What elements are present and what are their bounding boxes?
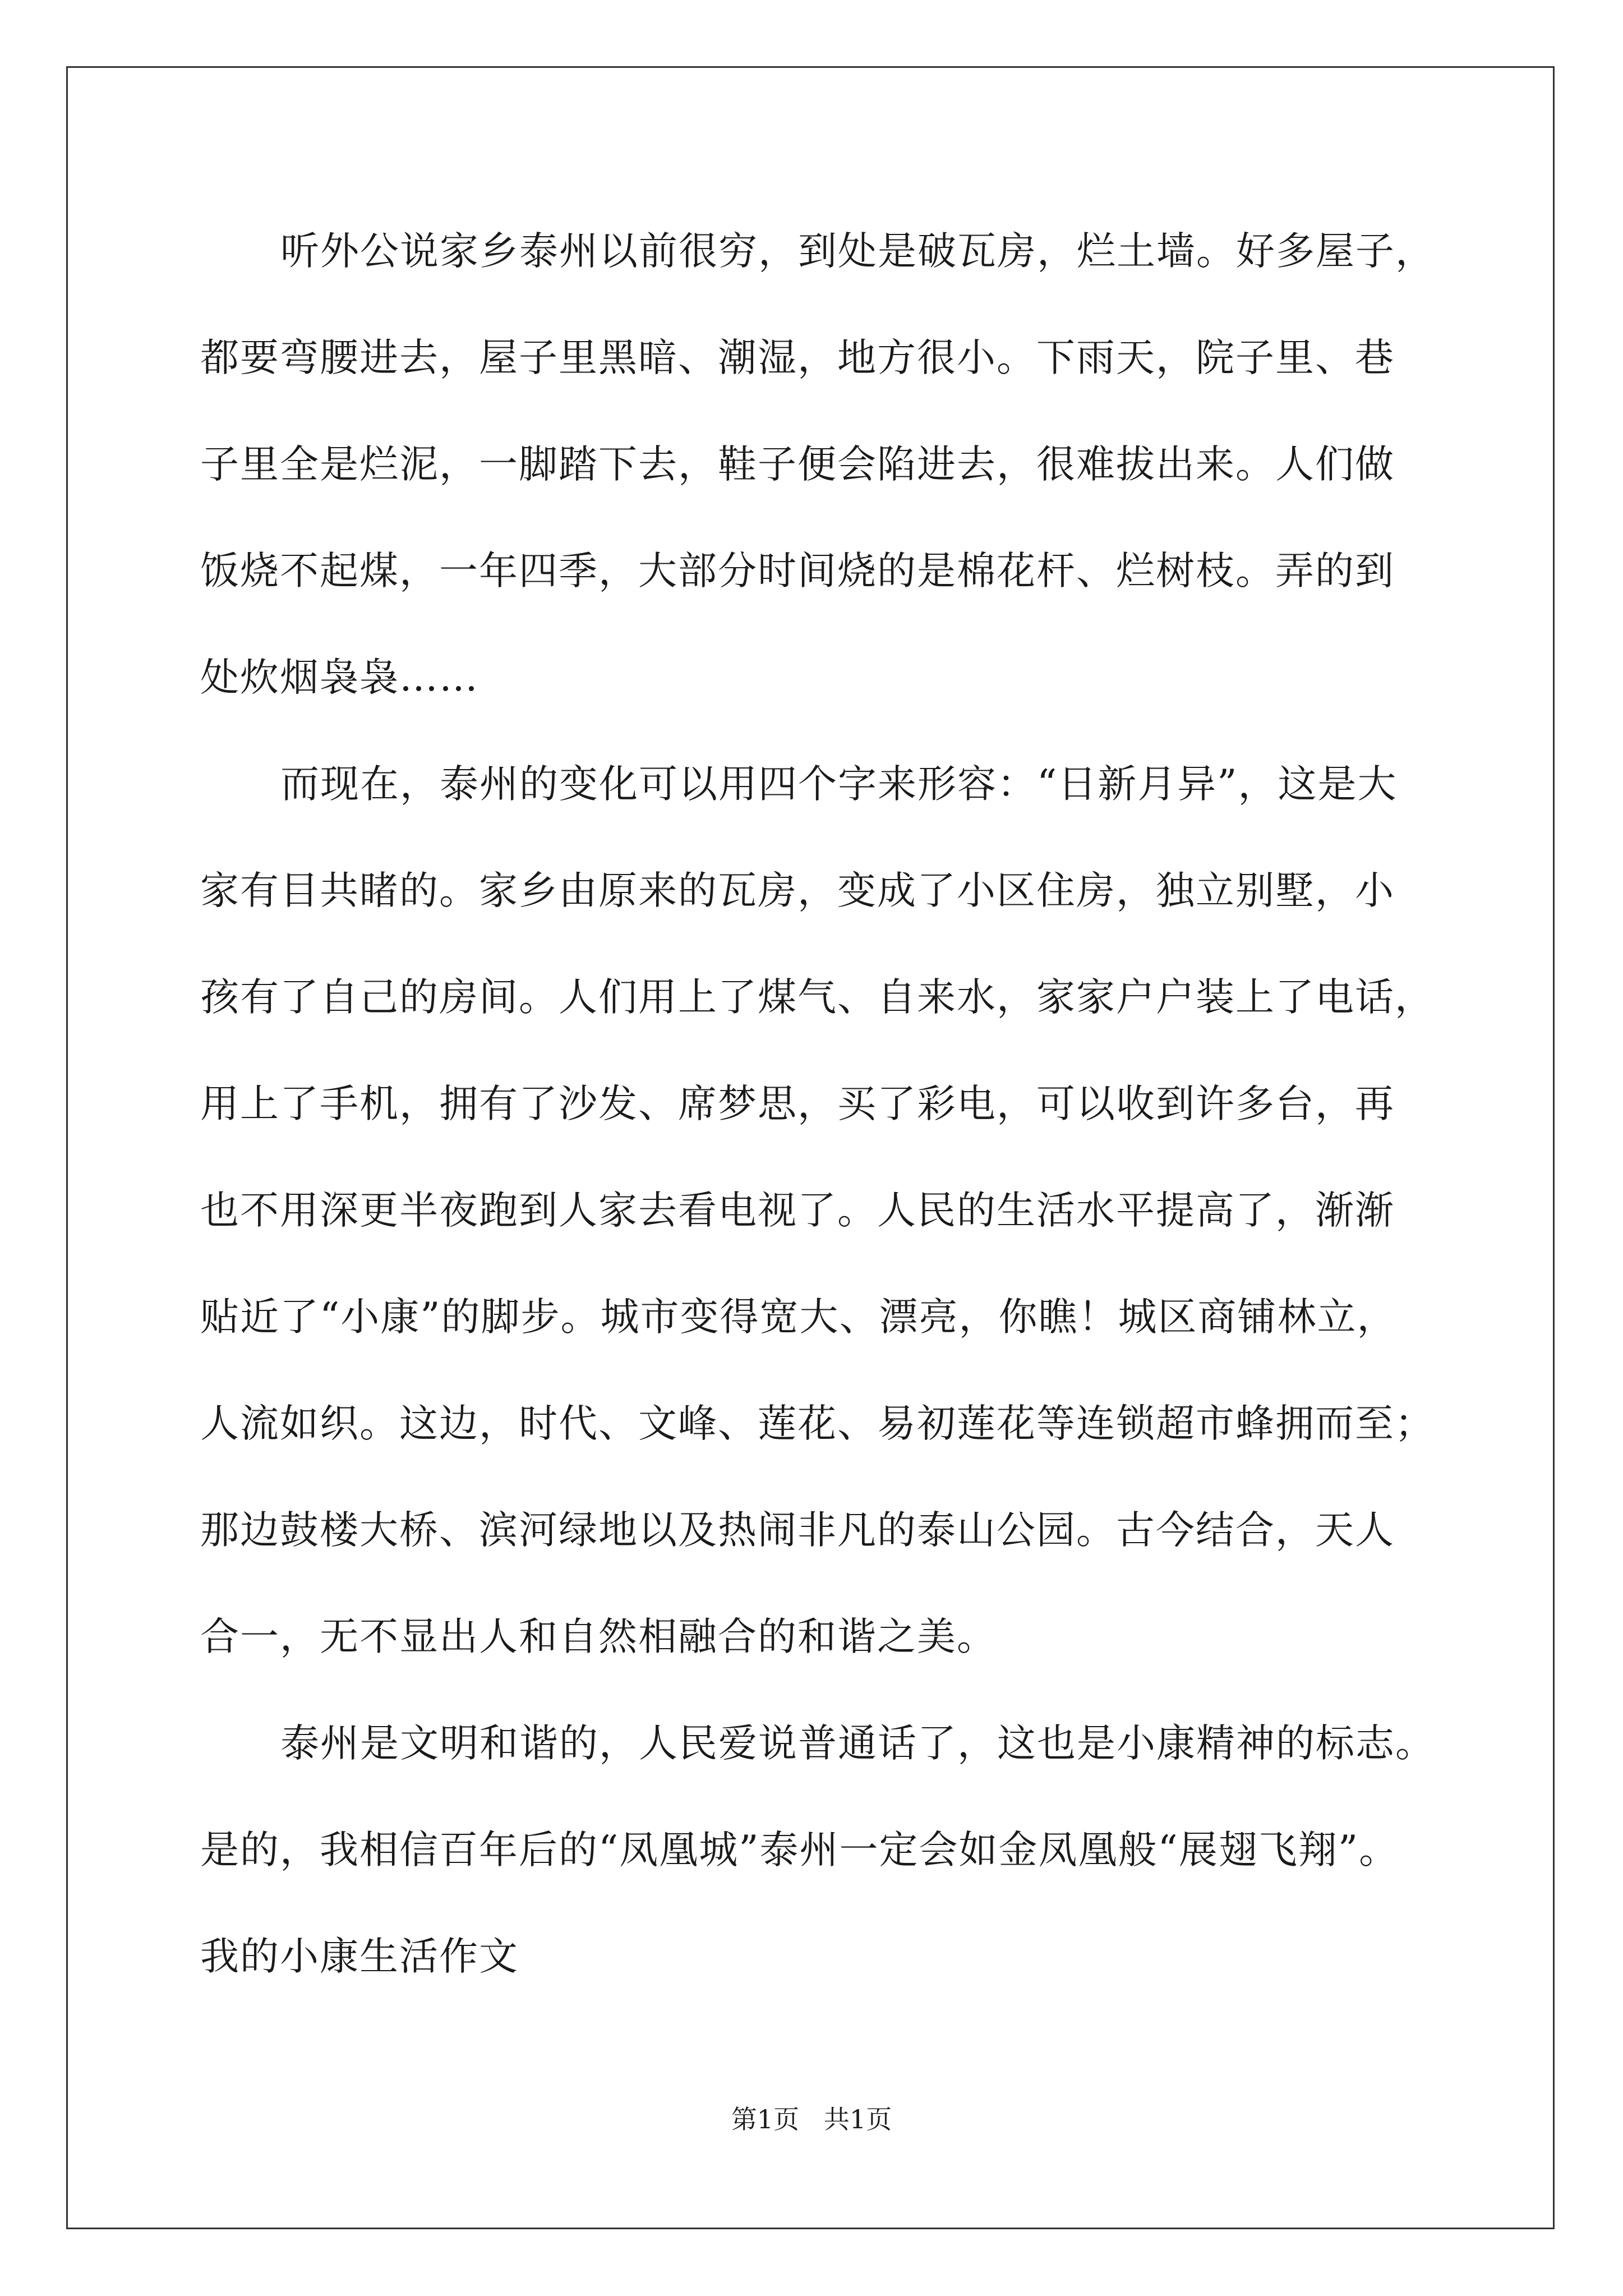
text-line: 用上了手机，拥有了沙发、席梦思，买了彩电，可以收到许多台，再 bbox=[200, 1082, 1395, 1126]
text-line: 而现在，泰州的变化可以用四个字来形容：“日新月异”，这是大 bbox=[280, 762, 1398, 807]
text-line: 泰州是文明和谐的，人民爱说普通话了，这也是小康精神的标志。 bbox=[280, 1721, 1435, 1766]
text-line: 合一，无不显出人和自然相融合的和谐之美。 bbox=[200, 1614, 997, 1659]
text-line: 贴近了“小康”的脚步。城市变得宽大、漂亮，你瞧！城区商铺林立， bbox=[200, 1295, 1397, 1340]
text-line: 处炊烟袅袅…… bbox=[200, 655, 479, 700]
text-line: 我的小康生活作文 bbox=[200, 1934, 519, 1979]
text-line: 都要弯腰进去，屋子里黑暗、潮湿，地方很小。下雨天，院子里、巷 bbox=[200, 335, 1395, 380]
text-line: 人流如织。这边，时代、文峰、莲花、易初莲花等连锁超市蜂拥而至； bbox=[200, 1401, 1435, 1446]
page-footer: 第1页 共1页 bbox=[731, 2104, 892, 2134]
text-line: 家有目共睹的。家乡由原来的瓦房，变成了小区住房，独立别墅，小 bbox=[200, 868, 1395, 913]
text-line: 也不用深更半夜跑到人家去看电视了。人民的生活水平提高了，渐渐 bbox=[200, 1188, 1395, 1233]
text-line: 听外公说家乡泰州以前很穷，到处是破瓦房，烂土墙。好多屋子， bbox=[280, 229, 1435, 274]
text-line: 孩有了自己的房间。人们用上了煤气、自来水，家家户户装上了电话， bbox=[200, 975, 1435, 1020]
text-line: 是的，我相信百年后的“凤凰城”泰州一定会如金凤凰般“展翅飞翔”。 bbox=[200, 1828, 1399, 1872]
text-line: 饭烧不起煤，一年四季，大部分时间烧的是棉花杆、烂树枝。弄的到 bbox=[200, 549, 1395, 593]
text-line: 那边鼓楼大桥、滨河绿地以及热闹非凡的泰山公园。古今结合，天人 bbox=[200, 1508, 1395, 1553]
text-line: 子里全是烂泥，一脚踏下去，鞋子便会陷进去，很难拔出来。人们做 bbox=[200, 442, 1395, 487]
page-border bbox=[66, 66, 1555, 2229]
